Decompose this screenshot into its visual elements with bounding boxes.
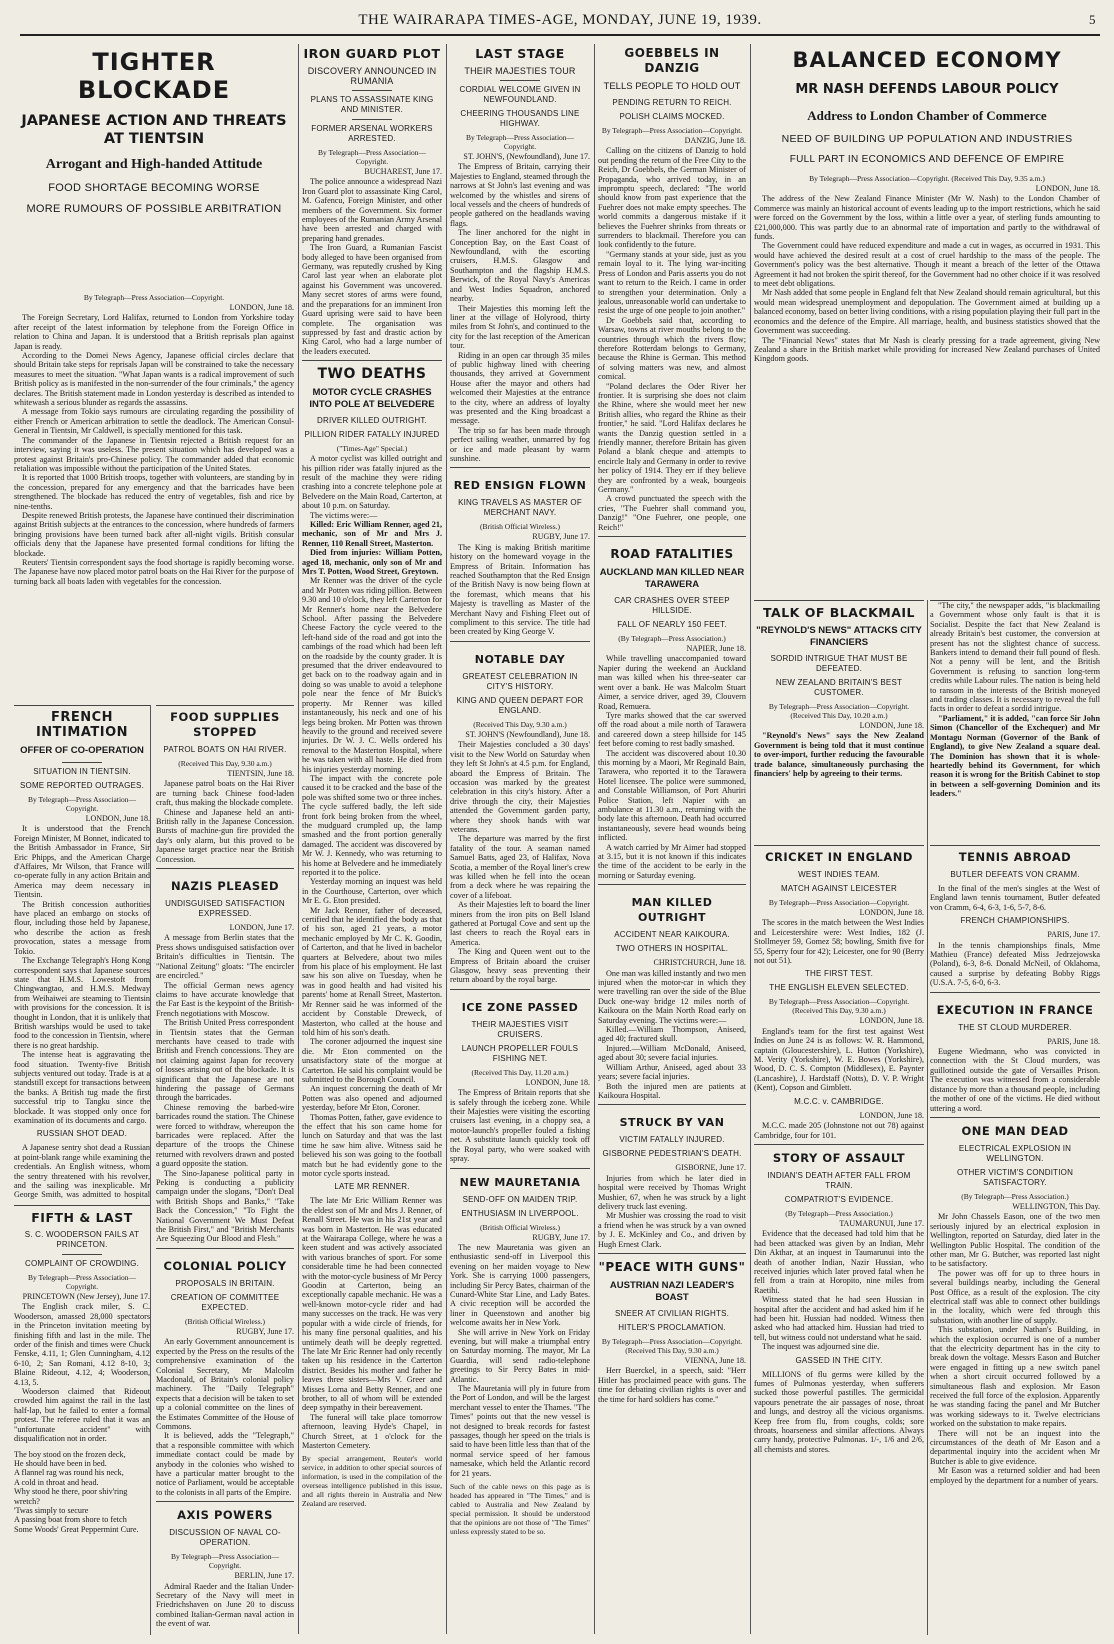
subheadline: THE ST CLOUD MURDERER. xyxy=(958,1022,1072,1032)
headline: STORY OF ASSAULT xyxy=(772,1150,906,1165)
advertisement: MILLIONS of flu germs were killed by the fumes of Pulmonas yesterday, when sufferers sucked those powerful pastilles. The germicidal vapours penetrate the air passages of nose, throat and lungs, and destroy all the vicious organisms. Keep free from flu, from coughs, colds; sore throats, hoarseness and similar affections. Always carry handy, protective Pulmonas. 1/-, 1/6 and 2/6, all chemists and stores. xyxy=(754,1369,924,1454)
subheadline: FALL OF NEARLY 150 FEET. xyxy=(617,620,727,630)
paragraph: "Parliament," it is added, "can force Sir John Simon (Chancellor of the Exchequer) and Mr Montagu Norman (Governor of the Bank of England), to give New Zealand a square deal. The Dominion has shown that it is whole-heartedly behind its Government, for which reason it is wrong for the British Cabinet to stop in between a self-governing Dominion and its leaders." xyxy=(930,713,1100,799)
paragraph: Yesterday morning an inquest was held in the Courthouse, Carterton, over which Mr E. G. Eton presided. xyxy=(302,877,442,906)
paragraph: The trip so far has been made through perfect sailing weather, unmarred by fog or ice and made pleasant by warm sunshine. xyxy=(450,425,590,463)
dateline: TAUMARUNUI, June 17. xyxy=(839,1218,924,1228)
subheadline: BUTLER DEFEATS VON CRAMM. xyxy=(950,870,1080,879)
dateline: LONDON, June 18. xyxy=(1035,184,1100,193)
paragraph: It is believed, adds the "Telegraph," that a responsible committee with which immediate contact could be made by anybody in the colonies who wished to have a particular matter brought to the notice of Parliament, would be acceptable to the colonists in all parts of the Empire. xyxy=(156,1431,294,1497)
subheadline: DISCUSSION OF NAVAL CO-OPERATION. xyxy=(169,1528,281,1548)
paragraph: The Empress of Britain reports that she is safely through the iceberg zone. While their Majesties were visiting the escorting cruisers last evening, in a choppy sea, a motor-launch's propeller fouled a fishing net. A substitute launch quickly took off the Royal party, who were soaked with spray. xyxy=(450,1088,590,1164)
paragraph: Admiral Raeder and the Italian Under-Secretary of the Navy will meet in Friedrichshaven on June 20 to discuss combined Italian-German naval action in the event of war. xyxy=(156,1581,294,1629)
dateline: LONDON, June 18. xyxy=(85,814,150,823)
dateline: RUGBY, June 17. xyxy=(532,1232,590,1242)
subheadline: LAUNCH PROPELLER FOULS FISHING NET. xyxy=(461,1043,579,1063)
victim-line: Died from injuries: William Potten, aged 18, mechanic, only son of Mr and Mrs T. Potten, Wood Street, Greytown. xyxy=(302,548,442,576)
poem-line: A flannel rag was round his neck, xyxy=(14,1468,124,1478)
dateline: GISBORNE, June 17. xyxy=(675,1163,746,1173)
paragraph: The British concession authorities have placed an embargo on stocks of flour, including those held by Japanese, who describe the action as fresh provocation, states a message from Tokio. xyxy=(14,899,150,956)
subheadline: AUSTRIAN NAZI LEADER'S BOAST xyxy=(609,1279,735,1303)
paragraph: Thomas Potten, father, gave evidence to the effect that his son came home for lunch on Saturday and that was the last time he saw him alive. Witness said he believed his son was going to the football match but he had evidently gone to the motor cycle sports instead. xyxy=(302,1112,442,1178)
paragraph: The address of the New Zealand Finance Minister (Mr W. Nash) to the London Chamber of Commerce was mainly an historical account of events leading up to the import restrictions, which he said were forced on the Government by the loss, within a little over a year, of sterling funds amounting to £21,000,000. This was partly due to an abnormal rate of importation and partly to the withdrawal of funds. xyxy=(754,194,1100,242)
article-tighter-body-a xyxy=(14,290,294,700)
dateline: DANZIG, June 18. xyxy=(684,136,746,145)
paragraph: The late Mr Eric William Renner was the eldest son of Mr and Mrs J. Renner, of Renall Street. He was in his 21st year and was born in Masterton. He was educated at the Wairarapa College, where he was a keen student and was actively associated with various branches of sport. For some considerable time he had been connected with the motor-cycle business of Mr Percy Goodin at Carterton, being an exceptionally capable mechanic. He was a well-known motor-cycle rider and had many successes on the track. He was very popular with a wide circle of friends, for his many fine personal qualities, and his untimely death will be deeply regretted. The late Mr Eric Renner had only recently taken up his residence in the Carterton district. Besides his mother and father he leaves three sisters—Mrs V. Greer and Misses Lorna and Betty Renner, and one brother, to all of whom will be extended deep sympathy in their bereavement. xyxy=(302,1196,442,1413)
section-subhead: THE ENGLISH ELEVEN SELECTED. xyxy=(769,983,909,993)
paragraph: Their Majesties this morning left the liner at the village of Holyrood, thirty miles from St John's, and continued to the city for the last reception of the American tour. xyxy=(450,303,590,351)
poem-line: Some Woods' Great Peppermint Cure. xyxy=(14,1524,139,1534)
section-subhead: LATE MR RENNER. xyxy=(334,1182,410,1192)
dateline: BERLIN, June 17. xyxy=(234,1571,294,1581)
subheadline: Arrogant and High-handed Attitude xyxy=(45,157,263,172)
paragraph: The official German news agency claims to have accurate knowledge that the Far East is the keypoint of the British-French negotiations with Moscow. xyxy=(156,980,294,1018)
subheadline: GISBORNE PEDESTRIAN'S DEATH. xyxy=(602,1149,742,1159)
credit-line: By Telegraph—Press Association—Copyright. (Received This Day, 9.30 a.m.) xyxy=(768,997,910,1016)
subheadline: OTHER VICTIM'S CONDITION SATISFACTORY. xyxy=(956,1167,1074,1187)
paragraph: The victims were:— xyxy=(310,510,378,520)
paragraph: Injuries from which he later died in hospital were received by Thomas Wright Mushier, 67, when he was struck by a light delivery truck last evening. xyxy=(598,1173,746,1211)
headline: FRENCH INTIMATION xyxy=(35,710,129,740)
headline: FOOD SUPPLIES STOPPED xyxy=(170,710,280,739)
subheadline: FOOD SHORTAGE BECOMING WORSE xyxy=(48,182,260,194)
paragraph: The Iron Guard, a Rumanian Fascist body alleged to have been organised from Germany, was reputedly crushed by King Carol last year when an elaborate plot against his Government was uncovered. Many secret stores of arms were found, and the preparations for an imminent Iron Guard uprising were said to have been complete. The organisation was suppressed by fast and drastic action by King Carol, who had a large number of the leaders executed. xyxy=(302,243,442,356)
paragraph: The Sino-Japanese political party in Peking is conducting a publicity campaign under the slogans, "Don't Deal with British Shops and Banks," "Take Back the Concession," "To Fight the National Government We Must Defeat the British First," and "British Merchants Are Squeezing Our Blood and Flesh." xyxy=(156,1168,294,1244)
headline: RED ENSIGN FLOWN xyxy=(453,479,587,493)
headline: EXECUTION IN FRANCE xyxy=(936,1002,1094,1017)
paragraph: Wooderson claimed that Rideout crowded him against the rail in the last half-lap, but he failed to enter a formal protest. The referee ruled that it was an "unfortunate accident" with disqualification not in order. xyxy=(14,1387,150,1444)
paragraph: Riding in an open car through 35 miles of public highway lined with cheering thousands, they arrived at Government House after the mayor and others had welcomed their Majesties at the entrance to the city, where an address of loyalty was presented and the King broadcast a message. xyxy=(450,350,590,426)
paragraph: Despite renewed British protests, the Japanese have continued their discrimination against British subjects at the entrances to the concession, where hundreds of farmers bringing provisions have been turned back after all-night vigils. British consular officials deny that the Japanese have presented formal conditions for lifting the blockade. xyxy=(14,510,294,558)
paragraph: A message from Berlin states that the Press shows undisguised satisfaction over Britain's difficulties in Tientsin. The "National Zeitung" gloats: "The encircler are encircled." xyxy=(156,933,294,981)
article-tighter-blockade xyxy=(14,42,294,282)
paragraph: A motor cyclist was killed outright and his pillion rider was fatally injured as the result of the machine they were riding crashing into a concrete telephone pole at Belvedere on the Main Road, Carterton, at about 10 p.m. on Saturday. xyxy=(302,454,442,511)
dateline: VIENNA, June 18. xyxy=(684,1355,746,1365)
dateline: ST. JOHN'S (Newfoundland), June 18. xyxy=(465,729,590,739)
subheadline: PILLION RIDER FATALLY INJURED xyxy=(304,430,440,440)
headline: NAZIS PLEASED xyxy=(170,879,280,894)
subheadline: ENTHUSIASM IN LIVERPOOL. xyxy=(461,1208,579,1218)
credit-line: By Telegraph—Press Association—Copyright. (Received This Day, 9.30 a.m.) xyxy=(601,1336,743,1355)
subheadline: MATCH AGAINST LEICESTER xyxy=(781,884,897,893)
subheadline: TELLS PEOPLE TO HOLD OUT xyxy=(603,81,741,92)
paragraph: "Germany stands at your side, just as you remain loyal to it. The lying war-inciting Press of London and Paris asserts you do not want to return to the Reich. I came in order to strengthen your determination. Only a jealous, unreasonable world can undertake to resist the urge of one people to join another." xyxy=(598,249,746,316)
headline: AXIS POWERS xyxy=(177,1508,273,1523)
headline: COLONIAL POLICY xyxy=(163,1258,287,1273)
section-subhead: THE FIRST TEST. xyxy=(804,969,874,979)
credit-line: By Telegraph—Press Association—Copyright. xyxy=(768,898,910,907)
subheadline: SOME REPORTED OUTRAGES. xyxy=(19,781,145,790)
paragraph: An inquest concerning the death of Mr Potten was also opened and adjourned yesterday, before Mr Eton, Coroner. xyxy=(302,1084,442,1113)
poem-line: He should have been in bed. xyxy=(14,1458,107,1468)
paragraph: The impact with the concrete pole caused it to be cracked and the base of the pole was shifted some two or three inches. The cycle suffered badly, the left side front fork being broken from the wheel, the mudguard crumpled up, the lamp smashed and the front portion generally damaged. The accident was discovered by Mr W. J. Kennedy, who was returning to his home at Belvedere and he immediately reported it to the police. xyxy=(302,773,442,877)
dateline: PARIS, June 17. xyxy=(1047,930,1100,940)
paragraph: Both the injured men are patients at Kaikoura Hospital. xyxy=(598,1081,746,1100)
paragraph: As their Majesties left to board the liner miners from the iron pits on Bell Island gathered at Portugal Cove and sent up the last cheers to reach the Royal ears in America. xyxy=(450,900,590,947)
paragraph: A crowd punctuated the speech with the cries, "The Fuehrer shall command you, Danzig!" "One Fuehrer, one people, one Reich!" xyxy=(598,494,746,532)
article-nazis-pleased xyxy=(156,875,294,1249)
paragraph: Tyre marks showed that the car swerved off the road about a mile north of Tarawera and careered down a steep hillside for 145 feet before coming to rest badly smashed. xyxy=(598,710,746,749)
credit-line: By Telegraph—Press Association—Copyright. xyxy=(27,795,137,813)
paragraph: The commander of the Japanese in Tientsin rejected a British request for an interview, saying it was useless. The present situation which has developed was a protest against Britain's pro-Chinese policy. The commander added that economic retaliation was impossible without the participation of the United States. xyxy=(14,435,294,473)
paragraph: The inquest was adjourned sine die. xyxy=(762,1342,880,1352)
headline: LAST STAGE xyxy=(475,46,565,61)
section-subhead: M.C.C. v. CAMBRIDGE. xyxy=(794,1096,884,1106)
credit-line: (British Official Wireless.) xyxy=(479,1222,561,1232)
subheadline: ELECTRICAL EXPLOSION IN WELLINGTON. xyxy=(958,1143,1072,1163)
subheadline: FORMER ARSENAL WORKERS ARRESTED. xyxy=(311,124,433,143)
article-axis-powers xyxy=(156,1508,294,1628)
subheadline: THEIR MAJESTIES TOUR xyxy=(464,66,576,76)
paragraph: The Empress of Britain, carrying their Majesties to England, steamed through the narrows at St John's last evening and was welcomed by the whistles and sirens of local vessels and the cheers of hundreds of people gathered on the headlands waving flags. xyxy=(450,162,590,228)
headline: CRICKET IN ENGLAND xyxy=(765,850,913,864)
credit-line: (By Telegraph—Press Association.) xyxy=(961,1191,1069,1201)
paragraph: The English crack miler, S. C. Wooderson, amassed 28,000 spectators in the Princeton invitation meeting by finishing fifth and last in the mile. The order of the finish and times were Chuck Fenske, 4.11, 1; Glen Cunningham, 4.12 6-10, 2; San Romani, 4.12 8-10, 3; Blaine Rideout, 4.12, 4; Wooderson, 4.13, 5. xyxy=(14,1302,150,1387)
paragraph: Mr Nash added that some people in England felt that New Zealand should remain agricultural, but this would mean widespread unemployment and depopulation. The Government aimed at building up a balanced economy, based on better living conditions, with a rising population playing their full part in the economics and the defence of the Empire. All marriage, health, and business statistics showed that the Government was succeeding. xyxy=(754,288,1100,336)
paragraph: Eugene Wiedmann, who was convicted in connection with the St Cloud murders, was guillotined outside the gate of Versailles Prison. The execution was witnessed from a considerable distance by more than a thousand people, including the mother of one of the victims. He died without uttering a word. xyxy=(930,1047,1100,1113)
section-subhead: FRENCH CHAMPIONSHIPS. xyxy=(960,916,1070,926)
paragraph: Herr Buerckel, in a speech, said: "Herr Hitler has proclaimed peace with guns. The time for debating civilian rights is over and the time for hard soldiers has come." xyxy=(598,1366,746,1404)
headline: GOEBBELS IN DANZIG xyxy=(624,46,720,75)
subheadline: DISCOVERY ANNOUNCED IN RUMANIA xyxy=(307,66,437,86)
paragraph: Killed.—William Thompson, Aniseed, aged 40; fractured skull. xyxy=(598,1025,746,1044)
poem-line: Why stood he there, poor shiv'ring wretch? xyxy=(14,1487,128,1506)
dateline: CHRISTCHURCH, June 18. xyxy=(653,958,746,968)
paragraph: Mr Mushier was crossing the road to visit a friend when he was struck by a van owned by J. E. McKinley and Co., and driven by Hugh Ernest Clark. xyxy=(598,1211,746,1249)
subheadline: INDIAN'S DEATH AFTER FALL FROM TRAIN. xyxy=(767,1170,911,1190)
paragraph: William Arthur, Aniseed, aged about 33 years; severe facial injuries. xyxy=(598,1062,746,1082)
paragraph: A watch carried by Mr Aimer had stopped at 3.15, but it is not known if this indicates the time of the accident to be early in the morning or Saturday evening. xyxy=(598,842,746,880)
subheadline: VICTIM FATALLY INJURED. xyxy=(619,1135,725,1145)
victim-line: Killed: Eric William Renner, aged 21, mechanic, son of Mr and Mrs J. Renner, 110 Renall Street, Masterton. xyxy=(302,519,442,548)
paragraph: In the final of the men's singles at the West of England lawn tennis tournament, Butler defeated von Cramm, 6-4, 6-3, 1-6, 5-7, 8-6. xyxy=(930,884,1100,912)
paragraph: The departure was marred by the first fatality of the tour. A seaman named Samuel Batts, aged 23, of Halifax, Nova Scotia, a member of the Royal liner's crew was killed when he fell into the ocean from a deck where he was repairing the cover of a lifeboat. xyxy=(450,834,590,900)
credit-line: By Telegraph—Press Association—Copyright. xyxy=(170,1552,280,1571)
dateline: PARIS, June 18. xyxy=(1047,1036,1100,1046)
column-2-lower xyxy=(156,705,294,1636)
credit-line: (British Official Wireless.) xyxy=(479,522,561,532)
article-fifth-and-last xyxy=(14,1205,150,1636)
headline: IRON GUARD PLOT xyxy=(303,46,441,61)
paragraph: A Japanese sentry shot dead a Russian at point-blank range while examining the credentials. An English witness, whom the sentry threatened with his revolver, and the sailing was inexplicable. Mr George Smith, was admitted to hospital xyxy=(14,1143,150,1200)
paragraph: The Foreign Secretary, Lord Halifax, returned to London from Yorkshire today after receipt of the latest information by telephone from the Foreign Office in relation to China and Japan. It is understood that a British reprisals plan against Japan is ready. xyxy=(14,313,294,351)
paragraph: There will not be an inquest into the circumstances of the death of Mr Eason and a departmental inquiry into the accident when Mr Butcher is able to give evidence. xyxy=(930,1428,1100,1466)
dateline: LONDON, June 18. xyxy=(859,1016,924,1026)
subheadline: THEIR MAJESTIES VISIT CRUISERS. xyxy=(471,1019,569,1039)
column-rule xyxy=(594,44,595,1634)
paragraph: Mr Renner was the driver of the cycle and Mr Potten was riding pillion. Between 9.30 and 10 o'clock, they left Carterton for Mr Renner's home near the Belvedere School. After passing the Belvedere Cheese Factory the cycle veered to the left-hand side of the road and got into the cambings of the road which had been left on the roadside by the county grader. It is presumed that the driver endeavoured to get back on to the roadway again and in doing so was unable to avoid a telephone pole near the fence of Mr Buick's property. Mr Renner was killed instantaneously, his neck and one of his legs being broken. Mr Potten was thrown heavily to the ground and received severe injuries. Dr W. J. C. Wells ordered his removal to the Masterton Hospital, where he was taken with all haste. He died from his injuries yesterday morning. xyxy=(302,576,442,774)
article-body xyxy=(14,313,294,586)
credit-line: (By Telegraph—Press Association.) xyxy=(618,634,726,644)
paragraph: While travelling unaccompanied toward Napier during the weekend an Auckland man was killed when his three-seater car went over a bank. He was Malcolm Stuart Aimer, a service driver, aged 39, Clouvern Road, Remuera. xyxy=(598,654,746,711)
poem-advertisement xyxy=(14,1450,150,1535)
paragraph: The power was off for up to three hours in several buildings nearby, including the General Post Office, as a result of the explosion. The city electrical staff was able to connect other buildings in the locality, which were fed through this substation, with another line of supply. xyxy=(930,1268,1100,1325)
masthead xyxy=(20,6,1100,36)
subheadline: JAPANESE ACTION AND THREATS AT TIENTSIN xyxy=(21,113,287,147)
dateline: ST. JOHN'S, (Newfoundland), June 17. xyxy=(463,152,590,161)
paragraph: The Government could have reduced expenditure and made a cut in wages, as occurred in 1931. This would have achieved the desired result at a cost of cruel hardship to the mass of the people. The Government's policy was the best alternative. Though it meant a breach of the letter of the Ottawa Agreement it had not broken the spirit thereof, for the Government had no other choice if it was resolved to meet debt obligations. xyxy=(754,241,1100,289)
dateline: BUCHAREST, June 17. xyxy=(364,167,442,176)
subheadline: Address to London Chamber of Commerce xyxy=(807,108,1047,123)
poem-line: A passing boat from shore to fetch xyxy=(14,1515,127,1525)
subheadline: DRIVER KILLED OUTRIGHT. xyxy=(317,416,427,426)
credit-line: By Telegraph—Press Association—Copyright. xyxy=(601,126,743,135)
credit-line: By Telegraph—Press Association—Copyright. xyxy=(317,148,427,166)
subheadline: TWO OTHERS IN HOSPITAL. xyxy=(615,944,729,954)
subheadline: SEND-OFF ON MAIDEN TRIP. xyxy=(462,1194,578,1204)
subheadline: MORE RUMOURS OF POSSIBLE ARBITRATION xyxy=(26,203,282,215)
credit-line: (Received This Day, 9.30 a.m.) xyxy=(473,719,567,729)
paragraph: Japanese patrol boats on the Hai River are turning back Chinese food-laden craft, thus making the blockade complete. xyxy=(156,779,294,808)
subheadline: SNEER AT CIVILIAN RIGHTS. xyxy=(614,1308,730,1318)
poem-line: 'Twas simply to secure xyxy=(14,1505,89,1515)
poem-line: The boy stood on the frozen deck, xyxy=(14,1449,126,1459)
dateline: LONDON, June 18. xyxy=(229,303,294,312)
paragraph: Witness stated that he had seen Hussian in hospital after the accident and had asked him if he had been hit. Hussian had nodded. Witness then asked who had attacked him. Hussian had tried to tell, but witness could not understand what he said. xyxy=(754,1295,924,1342)
headline: ROAD FATALITIES xyxy=(610,547,734,562)
headline: TWO DEATHS xyxy=(317,366,427,383)
headline: MAN KILLED OUTRIGHT xyxy=(631,896,713,925)
dateline: LONDON, June 18. xyxy=(859,908,924,917)
headline: BALANCED ECONOMY xyxy=(792,48,1062,72)
paragraph: The Mauretania will ply in future from the Port of London, and will be the largest merchant vessel to enter the Thames. "The Times" points out that the new vessel is not designed to break records for fastest passages, though her speed on the trials is said to have been little less than that of the normal service speed of her famous namesake, which held the Atlantic record for 21 years. xyxy=(450,1384,590,1478)
dateline: NAPIER, June 18. xyxy=(686,644,746,654)
subheadline: ACCIDENT NEAR KAIKOURA. xyxy=(614,930,730,940)
subheadline: PATROL BOATS ON HAI RIVER. xyxy=(163,745,287,754)
subheadline: SITUATION IN TIENTSIN. xyxy=(33,767,131,776)
paragraph: The coroner adjourned the inquest sine die. Mr Eton commented on the unsatisfactory state of the morgue at Carterton. He said his complaint would be submitted to the Borough Council. xyxy=(302,1037,442,1084)
subheadline: NEW ZEALAND BRITAIN'S BEST CUSTOMER. xyxy=(775,678,903,697)
paragraph: An early Government announcement is expected by the Press on the results of the comprehensive examination of the Colonial Secretary, Mr Malcolm Macdonald, of Britain's colonial policy machinery. The "Daily Telegraph" expects that a decision will be taken to set up a colonial committee on the lines of the Estimates Committee of the House of Commons. xyxy=(156,1337,294,1431)
paragraph: One man was killed instantly and two men injured when the motor-car in which they were travelling ran over the side of the Blue Duck one-way bridge 12 miles north of Kaikoura on the Main North Road early on Saturday evening. The victims were:— xyxy=(598,968,746,1025)
subheadline: GREATEST CELEBRATION IN CITY'S HISTORY. xyxy=(462,671,578,691)
credit-line: By Telegraph—Press Association—Copyright. (Received This Day, 10.20 a.m.) xyxy=(768,702,910,720)
paragraph: M.C.C. made 205 (Johnstone not out 78) against Cambridge, four for 101. xyxy=(754,1121,924,1140)
article-food-supplies xyxy=(156,706,294,869)
paragraph: A message from Tokio says rumours are circulating regarding the possibility of either French or American arbitration to settle the deadlock. The American Consul-General in Tientsin, Mr Caldwell, is specially mentioned for this task. xyxy=(14,407,294,436)
subheadline: NEED OF BUILDING UP POPULATION AND INDUSTRIES xyxy=(781,133,1073,145)
subheadline: POLISH CLAIMS MOCKED. xyxy=(619,112,725,121)
subheadline: SORDID INTRIGUE THAT MUST BE DEFEATED. xyxy=(770,654,908,673)
dateline: LONDON, June 17. xyxy=(229,923,294,933)
paragraph: Calling on the citizens of Danzig to hold out pending the return of the Free City to the Reich, Dr Goebbels, the German Minister of Propaganda, who arrived today, in an impromptu speech, declared: "The world should know from past experience that the Fuehrer does not make empty speeches. The world commits a dangerous mistake if it believes the Fuehrer shrinks from threats or surrenders to blackmail. Therefore you can look confidently to the future. xyxy=(598,146,746,250)
paragraph: She will arrive in New York on Friday evening, but will make a triumphal entry on Saturday morning. The mayor, Mr La Guardia, will send radio-telephone greetings to Sir Percy Bates in mid-Atlantic. xyxy=(450,1327,590,1384)
paragraph: Reuters' Tientsin correspondent says the food shortage is rapidly becoming worse. The Japanese have now placed motor patrol boats on the Hai River for the purpose of turning back all boats laden with vegetables for the concession. xyxy=(14,557,294,586)
headline: FIFTH & LAST xyxy=(31,1210,133,1225)
dateline: LONDON, June 18. xyxy=(859,1110,924,1120)
subheadline: MOTOR CYCLE CRASHES INTO POLE AT BELVEDERE xyxy=(309,387,435,411)
paragraph: Dr Goebbels said that, according to Warsaw, towns at river mouths belong to the countries through which the rivers flow; therefore Rotterdam belongs to Germany, because the Rhine is German. This method of solving matters was new, and almost comical. xyxy=(598,315,746,382)
headline: ONE MAN DEAD xyxy=(961,1123,1069,1138)
subheadline: CORDIAL WELCOME GIVEN IN NEWFOUNDLAND. xyxy=(459,85,581,104)
masthead-title: THE WAIRARAPA TIMES-AGE, MONDAY, JUNE 19, 1939. xyxy=(358,11,762,28)
paragraph: The police announce a widespread Nazi Iron Guard plot to assassinate King Carol, M. Gafencu, Foreign Minister, and other members of the Government. Six former employees of the Rumanian Army Arsenal have been arrested and charged with preparing hand grenades. xyxy=(302,177,442,243)
dateline: LONDON, June 18. xyxy=(859,721,924,730)
headline: NEW MAURETANIA xyxy=(459,1175,581,1189)
subheadline: CHEERING THOUSANDS LINE HIGHWAY. xyxy=(460,109,580,128)
paragraph: In the tennis championships finals, Mme Mathieu (France) defeated Miss Jedrzejowska (Poland), 6-3, 8-6. Donald McNeil, of Oklahoma, caused a surprise by defeating Bobby Riggs (U.S.A. 7-5, 6-0, 6-3. xyxy=(930,940,1100,988)
paragraph: According to the Domei News Agency, Japanese official circles declare that should Britain take steps for reprisals Japan will be constrained to take the necessary measures to meet the situation. "What Japan wants is a radical improvement of such British policy as is manifested in the non-surrender of the four criminals," the agency declares. The British statement made in London yesterday is described as intended to whitewash a serious blunder as regards the assassins. xyxy=(14,351,294,408)
subheadline: KING TRAVELS AS MASTER OF MERCHANT NAVY. xyxy=(458,498,582,518)
subheadline: WEST INDIES TEAM. xyxy=(798,870,880,879)
subheadline: CREATION OF COMMITTEE EXPECTED. xyxy=(170,1292,280,1312)
paragraph: Evidence that the deceased had told him that he had been attacked was given by an Indian, Mehr Din Akthar, at an inquest in Taumarunui into the death of another Indian, Nazir Hussian, who received injuries which later proved fatal when he fell from a train at Horopito, nine miles from Raetihi. xyxy=(754,1229,924,1295)
subheadline: PROPOSALS IN BRITAIN. xyxy=(175,1278,275,1288)
page-number: 5 xyxy=(1089,12,1096,27)
paragraph: Mr John Chassels Eason, one of the two men seriously injured by an electrical explosion in Wellington, reported on Saturday, died later in the Wellington Public Hospital. The condition of the other man, Mr G. Butcher, was reported last night to be satisfactory. xyxy=(930,1212,1100,1269)
subheadline: OFFER OF CO-OPERATION xyxy=(20,745,144,756)
headline: NOTABLE DAY xyxy=(474,652,566,666)
headline: TENNIS ABROAD xyxy=(958,850,1072,864)
paragraph: England's team for the first test against West Indies on June 24 is as follows: W. R. Hammond, captain (Gloucestershire), L. Hutton (Yorkshire), M. Verity (Yorkshire), W. E. Bowes (Yorkshire), Wood, D. C. S. Compton (Middlesex), E. Paynter (Lancashire), J. Hardstaff (Notts), D. V. P. Wright (Kent), Copson and Gimblett. xyxy=(754,1026,924,1093)
credit-line: (British Official Wireless.) xyxy=(184,1316,266,1326)
paragraph: The British United Press correspondent in Tientsin states that the German merchants have ceased to trade with British and French concessions. They are not claiming against Japan for recovery of losses arising out of the blockade. It is significant that the Japanese are not hindering the passage of Germans through the barricades. xyxy=(156,1018,294,1103)
dateline: WELLINGTON, This Day. xyxy=(1012,1201,1100,1211)
footnote: By special arrangement, Reuter's world service, in addition to other special sources of information, is used in the compilation of the overseas intelligence published in this issue, and all rights therein in Australia and New Zealand are reserved. xyxy=(302,1454,442,1509)
credit-line: By Telegraph—Press Association—Copyright. (Received This Day, 9.35 a.m.) xyxy=(809,174,1045,183)
article-french-intimation xyxy=(14,705,150,1201)
dateline: TIENTSIN, June 18. xyxy=(227,769,294,778)
paragraph: The King is making British maritime history on the homeward voyage in the Empress of Britain. Information has reached Southampton that the Red Ensign of the British Navy is now being flown at the foremast, which means that his Majesty is travelling as Master of the Merchant Navy and Fishing Fleet out of compliment to this service. The title had been created by King George V. xyxy=(450,542,590,637)
paragraph: Mr Jack Renner, father of deceased, certified that he identified the body as that of his son, aged 21 years, a motor mechanic employed by Mr C. K. Goodin, of Carterton, and that he lived in bachelor quarters at Belvedere, about two miles from his place of his employment. He last saw his son alive on Tuesday, when he was in good health and had visited his parents' home at Renall Street, Masterton. Mr Renner said he was informed of the accident by Constable Dreweck, of Masterton, who called at the house and told him of his son's death. xyxy=(302,905,442,1037)
paragraph: The new Mauretania was given an enthusiastic send-off in Liverpool this evening on her maiden voyage to New York. She is carrying 1000 passengers, including Sir Percy Bates, chairman of the Cunard-White Star Line, and Lady Bates. A civic reception will be accorded the liner in Queenstown and another big welcome awaits her in New York. xyxy=(450,1242,590,1328)
subheadline: PENDING RETURN TO REICH. xyxy=(612,98,732,107)
paragraph: The intense heat is aggravating the food situation. Twenty-five British subjects ventured out today. Trade is at a standstill except for transactions between the banks. A British tug made the first successful trip to Tangku since the blockade. It was stopped only once for examination of its documents and cargo. xyxy=(14,1050,150,1125)
column-rule xyxy=(298,44,299,1634)
credit-line: (Received This Day, 9.30 a.m.) xyxy=(178,759,272,768)
lead-paragraph: "Reynold's News" says the New Zealand Government is being told that it must continue to over-import, further reducing the favourable trade balance, simultaneously purchasing the financiers' help by agreeing to their terms. xyxy=(754,731,924,779)
paragraph: "The city," the newspaper adds, "is blackmailing a Government whose only fault is that it is Socialist. Despite the fact that New Zealand is already Britain's best customer, the conversion at present has not the slightest chance of success. Bankers intend to demand their full pound of flesh. Not a penny will be lent, and the British Government is refusing to sanction long-term credits while Labour rules. The nation is being held to ransom in the interests of the British moneyed and trading classes. It is necessary to reveal the full facts in order to defeat a sordid intrigue. xyxy=(930,601,1100,714)
headline: "PEACE WITH GUNS" xyxy=(598,1259,746,1274)
headline: TALK OF BLACKMAIL xyxy=(762,605,915,620)
credit-line: By Telegraph—Press Association—Copyright. xyxy=(27,1273,137,1291)
paragraph: The scores in the match between the West Indies and Leicestershire were: West Indies, 182 (J. Stollmeyer 59, Gomez 58; bowling, Smith five for 55, Sperry four for 42); Leicester, one for 90 (Berry not out 51). xyxy=(754,918,924,966)
paragraph: It is reported that 1000 British troops, together with volunteers, are standing by in the concession, prepared for any emergency and that the barricades have been strengthened. The blockade has reduced the entry of vegetables, fish and rice by nine-tenths. xyxy=(14,473,294,511)
paragraph: "Poland declares the Oder River her frontier. It is surprising she does not claim the Rhine, where she would meet her new British allies, who regard the Rhine as their frontier," he said. "Lord Halifax declares he wants the Danzig question settled in a friendly manner, therefore Britain has given Poland a blank cheque and attempts to encircle Italy and Germany in order to revive her policy of 1914. They err if they believe they are confronted by a weak, bourgeois Germany." xyxy=(598,381,746,495)
subheadline: MR NASH DEFENDS LABOUR POLICY xyxy=(795,82,1059,97)
footnote: Such of the cable news on this page as is headed has appeared in "The Times," and is cabled to Australia and New Zealand by special permission. It should be understood that the opinions are not those of "The Times" unless expressly stated to be so. xyxy=(450,1482,590,1537)
section-subhead: RUSSIAN SHOT DEAD. xyxy=(36,1129,128,1139)
credit-line: (Received This Day, 11.20 a.m.) xyxy=(471,1067,569,1077)
subheadline: COMPLAINT OF CROWDING. xyxy=(24,1259,140,1268)
subheadline: PLANS TO ASSASSINATE KING AND MINISTER. xyxy=(310,95,434,114)
headline: TIGHTER BLOCKADE xyxy=(77,48,231,104)
paragraph: Chinese and Japanese held an anti-British rally in the Japanese Concession. Bursts of machine-gun fire provided the day's only alarm, but this proved to be Japanese target practice near the British Concession. xyxy=(156,807,294,864)
dateline: PRINCETOWN (New Jersey), June 17. xyxy=(22,1292,150,1301)
credit-line: (By Telegraph—Press Association.) xyxy=(785,1208,893,1218)
dateline: RUGBY, June 17. xyxy=(532,532,590,542)
column-rule xyxy=(750,44,751,1634)
subheadline: "REYNOLD'S NEWS" ATTACKS CITY FINANCIERS xyxy=(756,625,922,648)
credit-line: ("Times-Age" Special.) xyxy=(336,444,408,454)
poem-line: A cold in throat and head. xyxy=(14,1477,99,1487)
paragraph: Their Majesties concluded a 30 days' visit to the New World on Saturday when they left St John's at 4.5 p.m. for England, aboard the Empress of Britain. The occasion was marked by the greatest celebration in this city's history. After a drive through the city, their Majesties attended the Government garden party, where they shook hands with war veterans. xyxy=(450,740,590,834)
paragraph: The King and Queen went out to the Empress of Britain aboard the cruiser Glasgow, heavy seas preventing their return aboard by the royal barge. xyxy=(450,947,590,985)
paragraph: This substation, under Nathan's Building, in which the explosion occurred is one of a number that the electricity department has in the city to break down the voltage. Messrs Eason and Butcher were engaged in fitting up a new switch panel when a short circuit occurred followed by a simultaneous flash and explosion. Mr Eason received the full force of the explosion. Apparently he was standing facing the panel and Mr Butcher was working sideways to it. Twelve electricians worked on the substation to make repairs. xyxy=(930,1325,1100,1429)
paragraph: It is understood that the French Foreign Minister, M Bonnet, indicated to the British Ambassador in France, Sir Eric Phipps, and the American Charge d'Affaires, Mr Wilson, that France will co-operate fully in any action Britain and America may deem necessary in Tientsin. xyxy=(14,824,150,900)
paragraph: The "Financial News" states that Mr Nash is clearly pressing for a trade agreement, giving New Zealand a share in the British market while providing for increased New Zealand purchases of United Kingdom goods. xyxy=(754,335,1100,364)
credit-line: By Telegraph—Press Association—Copyright. xyxy=(465,133,575,151)
dateline: RUGBY, June 17. xyxy=(236,1326,294,1336)
headline: STRUCK BY VAN xyxy=(619,1116,725,1130)
paragraph: Injured.—William McDonald, Aniseed, aged about 30; severe facial injuries. xyxy=(598,1043,746,1063)
subheadline: CAR CRASHES OVER STEEP HILLSIDE. xyxy=(614,596,730,616)
column-rule xyxy=(446,44,447,1634)
paragraph: Chinese removing the barbed-wire barricades round the station. The Chinese were forced to withdraw, whereupon the barricades were replaced. After the departure of the troops the Chinese returned with revolvers drawn and posted a guard opposite the station. xyxy=(156,1102,294,1169)
section-subhead: GASSED IN THE CITY. xyxy=(795,1355,883,1365)
dateline: LONDON, June 18. xyxy=(525,1077,590,1087)
headline: ICE ZONE PASSED xyxy=(461,1000,579,1014)
subheadline: UNDISGUISED SATISFACTION EXPRESSED. xyxy=(165,899,285,919)
article-colonial-policy xyxy=(156,1255,294,1502)
subheadline: AUCKLAND MAN KILLED NEAR TARAWERA xyxy=(599,567,745,591)
paragraph: The funeral will take place tomorrow afternoon, leaving Hyde's Chapel, in Church Street, at 1 o'clock for the Masterton Cemetery. xyxy=(302,1412,442,1450)
paragraph: The liner anchored for the night in Conception Bay, on the East Coast of Newfoundland, with the escorting cruisers, H.M.S. Glasgow and Southampton and the flagship H.M.S. Berwick, of the Royal Navy's Americas and West Indies Squadron, anchored nearby. xyxy=(450,228,590,304)
paragraph: The Exchange Telegraph's Hong Kong correspondent says that Japanese sources state that H.M.S. Lowestoft from Chingwangtao, and H.M.S. Medway from Weihaiwei are steaming to Tientsin with provisions for the concession. It is thought in London, that it is unlikely that British warships would be used to take food to the concession in Tientsin, where there is no great hardship. xyxy=(14,956,150,1050)
paragraph: Mr Eason was a returned soldier and had been employed by the department for a number of years. xyxy=(930,1466,1100,1485)
paragraph: The accident was discovered about 10.30 this morning by a Maori, Mr Reginald Bain, Tarawera, who reported it to the Tarawera Hotel licensee. The police were summoned, and Constable Williamson, of Port Ahuriri Police Station, left Napier with an ambulance at 11.30 a.m., returning with the body late this afternoon. Death had occurred instantaneously, severe head wounds being inflicted. xyxy=(598,748,746,843)
subheadline: S. C. WOODERSON FAILS AT PRINCETON. xyxy=(24,1230,140,1249)
subheadline: FULL PART IN ECONOMICS AND DEFENCE OF EMPIRE xyxy=(789,154,1065,165)
subheadline: KING AND QUEEN DEPART FOR ENGLAND. xyxy=(456,695,584,715)
credit-line: By Telegraph—Press Association—Copyright. xyxy=(83,293,225,302)
subheadline: COMPATRIOT'S EVIDENCE. xyxy=(784,1194,894,1204)
subheadline: HITLER'S PROCLAMATION. xyxy=(618,1322,726,1332)
